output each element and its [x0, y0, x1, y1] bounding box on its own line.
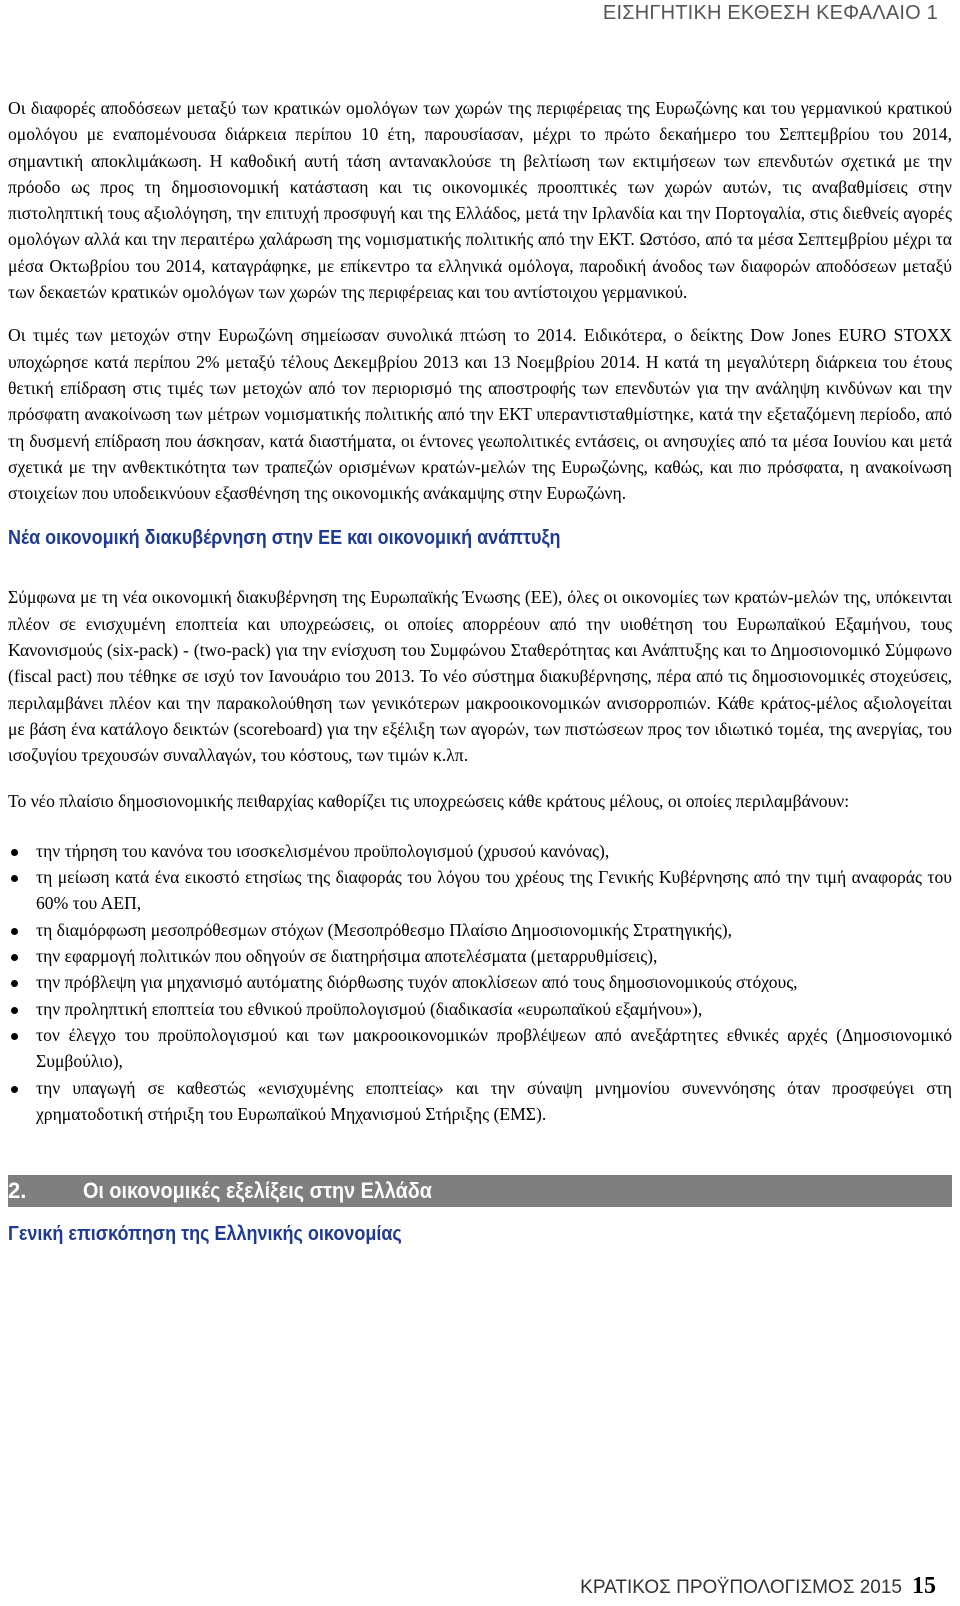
list-item: [8, 838, 952, 864]
list-item: [8, 996, 952, 1022]
list-item: [8, 969, 952, 995]
page-footer: [580, 1573, 936, 1600]
section-heading-bar: [8, 1175, 952, 1207]
bullet-icon: [11, 875, 18, 882]
subheading-greek-economy-overview: Γενική επισκόπηση της Ελληνικής οικονομίας: [8, 1223, 402, 1246]
bullet-icon: [11, 1007, 18, 1014]
section-number: 2.: [8, 1178, 27, 1204]
list-item-text: τη διαμόρφωση μεσοπρόθεσμων στόχων (Μεσοπρόθεσμο Πλαίσιο Δημοσιονομικής Στρατηγικής),: [36, 919, 733, 940]
bullet-icon: [11, 1033, 18, 1040]
list-item: [8, 1022, 952, 1075]
section-title: Οι οικονομικές εξελίξεις στην Ελλάδα: [83, 1178, 432, 1204]
paragraph-fiscal-framework: Το νέο πλαίσιο δημοσιονομικής πειθαρχίας καθορίζει τις υποχρεώσεις κάθε κράτους μέλους, οι οποίες περιλαμβάνουν:: [8, 790, 850, 811]
page-number: 15: [912, 1573, 936, 1599]
obligations-list: [8, 838, 952, 1127]
subheading-economic-governance: Νέα οικονομική διακυβέρνηση στην ΕΕ και οικονομική ανάπτυξη: [8, 527, 561, 550]
list-item: [8, 864, 952, 917]
page-content: [8, 95, 952, 1248]
paragraph-equity-prices: Οι τιμές των μετοχών στην Ευρωζώνη σημείωσαν συνολικά πτώση το 2014. Ειδικότερα, ο δείκτης Dow Jones EURO STOXX υποχώρησε κατά περίπου 2% μεταξύ τέλους Δεκεμβρίου 2013 και 13 Νοεμβρίου 2014. Η κατά τη μεγαλύτερη διάρκεια του έτους θετική επίδραση στις τιμές των μετοχών από τον περιορισμό της αποστροφής των επενδυτών για την ανάληψη κινδύνων και την πρόσφατη ανακοίνωση των μέτρων νομισματικής πολιτικής από την ΕΚΤ υπεραντισταθμίστηκε, κατά την εξεταζόμενη περίοδο, από τη δυσμενή επίδραση που άσκησαν, κατά διαστήματα, οι έντονες γεωπολιτικές εντάσεις, οι ανησυχίες από τα μέσα Ιουνίου και μετά σχετικά με την ανθεκτικότητα των τραπεζών ορισμένων κρατών-μελών της Ευρωζώνης, καθώς, και πιο πρόσφατα, η ανακοίνωση στοιχείων που υποδεικνύουν εξασθένηση της οικονομικής ανάκαμψης στην Ευρωζώνη.: [8, 325, 952, 504]
list-item-text: την πρόβλεψη για μηχανισμό αυτόματης διόρθωσης τυχόν αποκλίσεων από τους δημοσιονομικούς στόχους,: [36, 972, 798, 993]
footer-label: ΚΡΑΤΙΚΟΣ ΠΡΟΫΠΟΛΟΓΙΣΜΟΣ 2015: [580, 1577, 902, 1598]
list-item-text: την εφαρμογή πολιτικών που οδηγούν σε διατηρήσιμα αποτελέσματα (μεταρρυθμίσεις),: [36, 946, 658, 967]
list-item: [8, 1075, 952, 1128]
bullet-icon: [11, 849, 18, 856]
list-item: [8, 943, 952, 969]
bullet-icon: [11, 928, 18, 935]
list-item-text: την τήρηση του κανόνα του ισοσκελισμένου προϋπολογισμού (χρυσού κανόνας),: [36, 840, 610, 861]
paragraph-governance: Σύμφωνα με τη νέα οικονομική διακυβέρνηση της Ευρωπαϊκής Ένωσης (ΕΕ), όλες οι οικονομίες των κρατών-μελών της, υπόκεινται πλέον σε ενισχυμένη εποπτεία και υποχρεώσεις, οι οποίες απορρέουν από την υιοθέτηση του Ευρωπαϊκού Εξαμήνου, τους Κανονισμούς (six-pack) - (two-pack) για την ενίσχυση του Συμφώνου Σταθερότητας και Ανάπτυξης και το Δημοσιονομικό Σύμφωνο (fiscal pact) που τέθηκε σε ισχύ τον Ιανουάριο του 2013. Το νέο σύστημα διακυβέρνησης, πέρα από τις δημοσιονομικές στοχεύσεις, περιλαμβάνει πλέον και την παρακολούθηση των γενικότερων μακροοικονομικών ανισορροπιών. Κάθε κράτος-μέλος αξιολογείται με βάση ένα κατάλογο δεικτών (scoreboard) για την εξέλιξη των αγορών, των πιστώσεων προς τον ιδιωτικό τομέα, της ανεργίας, του ισοζυγίου τρεχουσών συναλλαγών, του κόστους, των τιμών κ.λπ.: [8, 587, 952, 766]
list-item-text: τη μείωση κατά ένα εικοστό ετησίως της διαφοράς του λόγου του χρέους της Γενικής Κυβέρνησης από την τιμή αναφοράς του 60% του ΑΕΠ,: [36, 867, 952, 914]
bullet-icon: [11, 980, 18, 987]
list-item-text: τον έλεγχο του προϋπολογισμού και των μακροοικονομικών προβλέψεων από ανεξάρτητες εθνικές αρχές (Δημοσιονομικό Συμβούλιο),: [36, 1024, 952, 1072]
bullet-icon: [11, 1086, 18, 1093]
list-item: [8, 917, 952, 943]
paragraph-bond-spreads: Οι διαφορές αποδόσεων μεταξύ των κρατικών ομολόγων των χωρών της περιφέρειας της Ευρωζώνης και του γερμανικού κρατικού ομολόγου με εναπομένουσα διάρκεια περίπου 10 έτη, παρουσίασαν, μέχρι το πρώτο δεκαήμερο του Σεπτεμβρίου του 2014, σημαντική αποκλιμάκωση. Η καθοδική αυτή τάση αντανακλούσε τη βελτίωση των εκτιμήσεων των επενδυτών σχετικά με την πρόοδο ως προς τη δημοσιονομική κατάσταση και τις οικονομικές προοπτικές των χωρών αυτών, τις αναβαθμίσεις στην πιστοληπτική τους αξιολόγηση, την επιτυχή προσφυγή και της Ελλάδος, μετά την Ιρλανδία και την Πορτογαλία, στις διεθνείς αγορές ομολόγων αλλά και την περαιτέρω χαλάρωση της νομισματικής πολιτικής από την ΕΚΤ. Ωστόσο, από τα μέσα Σεπτεμβρίου μέχρι τα μέσα Οκτωβρίου του 2014, καταγράφηκε, με επίκεντρο τα ελληνικά ομόλογα, παροδική άνοδος των διαφορών αποδόσεων μεταξύ των δεκαετών κρατικών ομολόγων των χωρών της περιφέρειας και του αντίστοιχου γερμανικού.: [8, 98, 952, 303]
running-header: ΕΙΣΗΓΗΤΙΚΗ ΕΚΘΕΣΗ ΚΕΦΑΛΑΙΟ 1: [602, 2, 938, 24]
list-item-text: την προληπτική εποπτεία του εθνικού προϋπολογισμού (διαδικασία «ευρωπαϊκού εξαμήνου»),: [36, 998, 703, 1019]
bullet-icon: [11, 954, 18, 961]
list-item-text: την υπαγωγή σε καθεστώς «ενισχυμένης εποπτείας» και την σύναψη μνημονίου συνεννόησης όταν προσφεύγει στη χρηματοδοτική στήριξη του Ευρωπαϊκού Μηχανισμού Στήριξης (ΕΜΣ).: [36, 1077, 952, 1124]
